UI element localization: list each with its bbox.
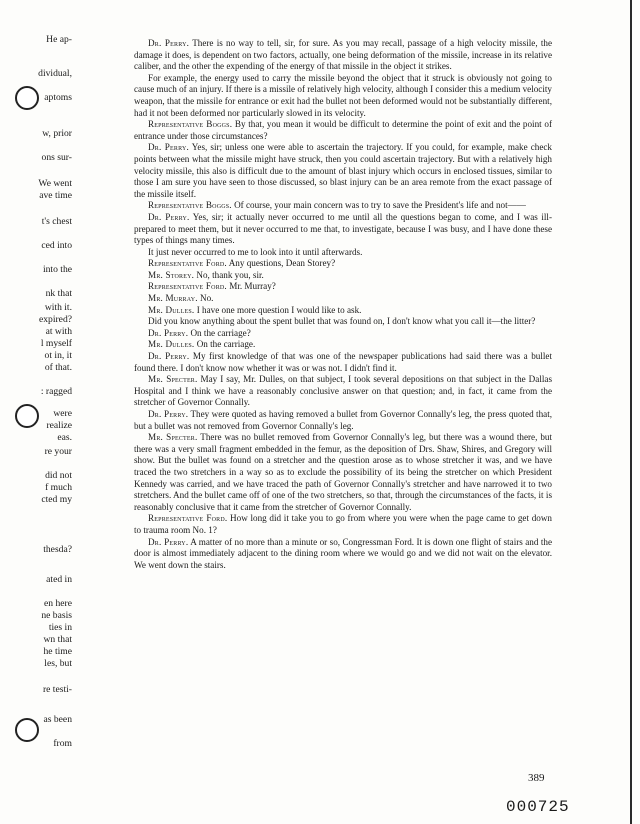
transcript-paragraph [134, 537, 552, 572]
transcript-paragraph [134, 281, 552, 293]
margin-fragment: of that. [44, 362, 72, 373]
speaker-name: Mr. Storey. [148, 269, 195, 280]
margin-fragment: f much [45, 482, 72, 493]
margin-fragment: nk that [45, 288, 72, 299]
transcript-paragraph [134, 142, 552, 200]
speaker-name: Mr. Dulles. [148, 304, 195, 315]
transcript-paragraph [134, 212, 552, 247]
transcript-paragraph [134, 119, 552, 142]
paragraph-text: No. [197, 293, 214, 304]
margin-fragment: re your [44, 446, 72, 457]
scan-edge [630, 0, 632, 824]
speaker-name: Dr. Perry. [148, 536, 189, 547]
transcript-paragraph [134, 73, 552, 119]
paragraph-text: May I say, Mr. Dulles, on that subject, I took several depositions on that subject in the Dallas Hospital and I think we have a reasonably conclusive answer on that question; and, in fact, it came from the stretcher of Governor Connally. [134, 374, 552, 408]
margin-fragment: were [53, 408, 72, 419]
speaker-name: Dr. Perry. [148, 409, 189, 419]
paragraph-text: Of course, your main concern was to try to save the President's life and not—— [231, 200, 526, 211]
margin-fragment: : ragged [40, 386, 72, 397]
transcript-paragraph [134, 409, 552, 432]
transcript-paragraph [134, 339, 552, 351]
margin-fragment: expired? [38, 314, 72, 325]
paragraph-text: Did you know anything about the spent bullet that was found on, I don't know what you call it—the litter? [148, 316, 536, 327]
speaker-name: Dr. Perry. [148, 327, 189, 338]
margin-fragment: dividual, [38, 68, 72, 79]
page-number: 389 [528, 772, 545, 784]
paragraph-text: On the carriage. [194, 339, 256, 350]
transcript-paragraph [134, 351, 552, 374]
paragraph-text: It just never occurred to me to look into it until afterwards. [148, 246, 363, 257]
speaker-name: Representative Boggs. [148, 119, 233, 130]
transcript-paragraph [134, 200, 552, 212]
margin-fragment: ced into [41, 240, 72, 251]
transcript-paragraph [134, 513, 552, 536]
speaker-name: Mr. Dulles. [148, 339, 195, 350]
margin-fragment: We went [38, 178, 72, 189]
transcript-paragraph [134, 247, 552, 259]
punch-hole [15, 718, 39, 742]
margin-fragment: re testi- [42, 684, 72, 695]
margin-fragment: realize [46, 420, 72, 431]
speaker-name: Dr. Perry. [148, 142, 189, 153]
margin-fragment: t's chest [41, 216, 72, 227]
margin-fragment: aptoms [44, 92, 72, 103]
speaker-name: Dr. Perry. [148, 38, 190, 48]
speaker-name: Mr. Specter. [148, 432, 198, 443]
margin-fragment: l myself [40, 338, 72, 349]
margin-fragment: he time [43, 646, 72, 657]
paragraph-text: There was no bullet removed from Governor Connally's leg, but there was a wound there, but there was a very small fragment embedded in the femur, as the deposition of Drs. Shaw, Shires, and Gregory will show. But the bullet was found on a stretcher and the question arose as to whose stretcher it was, and we have traced the two stretchers in a way so as to exclude the possibility of its being the stretcher on which President Kennedy was carried, and we have traced the path of Governor Connally's stretcher and have narrowed it to two stretchers. And the bullet came off of one of the two stretchers, so that, through the circumstances of the facts, it is reasonably conclusive that it came from the stretcher of Governor Connally. [134, 432, 552, 512]
speaker-name: Representative Boggs. [148, 200, 232, 211]
paragraph-text: For example, the energy used to carry the missile beyond the object that it struck is obviously not going to cause much of an injury. If there is a missile of relatively high velocity, although I consider this a medium velocity weapon, that the missile for entrance or exit had the bullet not been deformed would not be substantially different, had it not been deformed nor particularly slowed in its velocity. [134, 72, 552, 118]
margin-fragment: les, but [44, 658, 72, 669]
margin-fragment: into the [42, 264, 72, 275]
transcript-paragraph [134, 38, 552, 73]
transcript-paragraph [134, 374, 552, 409]
margin-fragment: He ap- [46, 34, 72, 45]
margin-fragment: ated in [46, 574, 72, 585]
margin-fragment: did not [45, 470, 72, 481]
paragraph-text: A matter of no more than a minute or so, Congressman Ford. It is down one flight of stairs and the door is almost immediately adjacent to the dining room where we would go and we did not wait on the elevator. We went down the stairs. [134, 536, 552, 570]
margin-fragment: as been [43, 714, 72, 725]
margin-fragment: from [53, 738, 72, 749]
transcript-paragraph [134, 293, 552, 305]
document-id: 000725 [506, 798, 570, 816]
paragraph-text: How long did it take you to go from where you were when the page came to get down to trauma room No. 1? [134, 513, 552, 535]
transcript-paragraph [134, 305, 552, 317]
margin-fragment: w, prior [42, 128, 72, 139]
speaker-name: Dr. Perry. [148, 351, 190, 362]
paragraph-text: Yes, sir; unless one were able to ascertain the trajectory. If you could, for example, make check points between what the missile might have struck, then you could ascertain trajectory. But with a relatively high velocity missile, this also is difficult due to the amount of blast injury which occurs in enclosed tissues, similar to those I am sure you have seen to those discussed, so blast injury can be an area remote from the exact passage of the missile itself. [134, 142, 552, 199]
transcript-paragraph [134, 270, 552, 282]
transcript-paragraph [134, 328, 552, 340]
speaker-name: Mr. Specter. [148, 374, 198, 385]
transcript-paragraph [134, 432, 552, 513]
paragraph-text: They were quoted as having removed a bullet from Governor Connally's leg, the press quoted that, but a bullet was not removed from Governor Connally's leg. [134, 409, 553, 431]
margin-fragment: with it. [44, 302, 72, 313]
margin-fragment: ties in [48, 622, 72, 633]
transcript-text [134, 38, 552, 571]
speaker-name: Representative Ford. [148, 513, 228, 524]
margin-fragment: ave time [39, 190, 72, 201]
speaker-name: Representative Ford. [148, 281, 227, 292]
paragraph-text: By that, you mean it would be difficult to determine the point of exit and the point of entrance under those circumstances? [134, 119, 552, 141]
paragraph-text: Mr. Murray? [226, 281, 276, 292]
margin-fragment: wn that [43, 634, 72, 645]
transcript-paragraph [134, 258, 552, 270]
punch-hole [15, 404, 39, 428]
speaker-name: Dr. Perry. [148, 211, 190, 222]
paragraph-text: Any questions, Dean Storey? [226, 258, 336, 269]
paragraph-text: On the carriage? [188, 327, 251, 338]
margin-fragment: cted my [41, 494, 72, 505]
paragraph-text: No, thank you, sir. [194, 269, 264, 280]
margin-fragment: ne basis [41, 610, 72, 621]
margin-fragment: eas. [57, 432, 72, 443]
margin-fragment: ons sur- [41, 152, 72, 163]
margin-fragment: at with [45, 326, 72, 337]
paragraph-text: My first knowledge of that was one of the newspaper publications had said there was a bullet found there. I don't know now whether it was or was not. I didn't find it. [134, 351, 552, 373]
transcript-paragraph [134, 316, 552, 328]
speaker-name: Mr. Murray. [148, 293, 198, 304]
paragraph-text: I have one more question I would like to ask. [194, 304, 362, 315]
paragraph-text: There is no way to tell, sir, for sure. As you may recall, passage of a high velocity missile, the damage it does, is dependent on two factors, actually, one being deformation of the missile, increase in its relative caliber, and the other the expending of the energy of that missile in the object it strikes. [134, 38, 552, 72]
punch-hole [15, 86, 39, 110]
paragraph-text: Yes, sir; it actually never occurred to me until all the questions began to come, and I was ill-prepared to meet them, but it never occurred to me that, to investigate, because I was busy, and I have done these types of things many times. [134, 211, 553, 246]
margin-fragment: thesda? [43, 544, 72, 555]
margin-fragment: en here [44, 598, 72, 609]
speaker-name: Representative Ford. [148, 258, 227, 269]
margin-fragment: ot in, it [44, 350, 72, 361]
